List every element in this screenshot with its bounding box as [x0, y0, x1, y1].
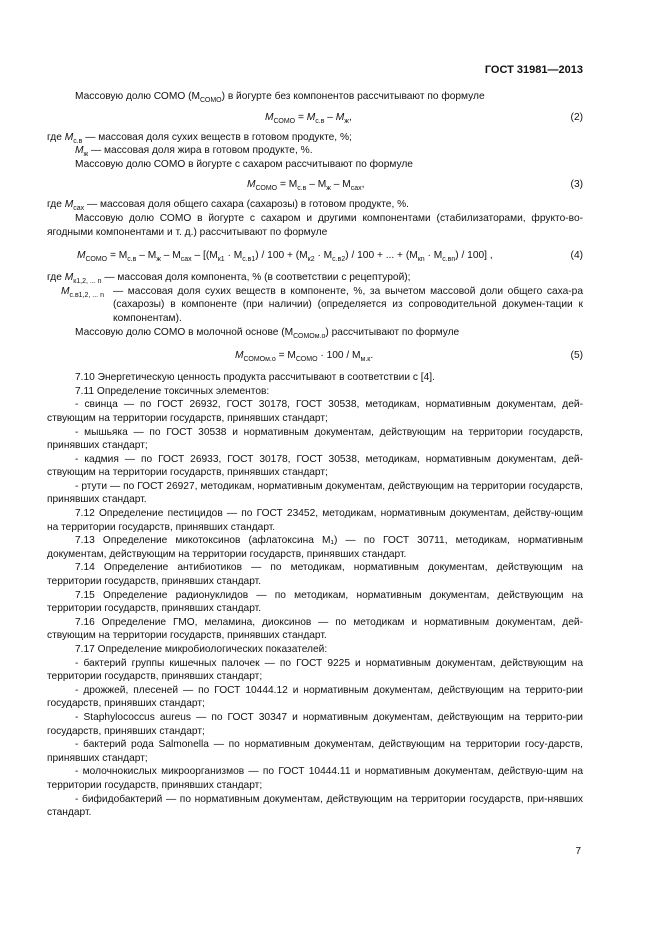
formula-2 — [47, 104, 583, 131]
paragraph: 7.16 Определение ГМО, меламина, диоксинов — по методикам и нормативным документам, дей-ствующим на территории государств, принявших стандарт. — [47, 616, 583, 642]
intro-paragraph-1: Массовую долю СОМО $(M_{СОМО})$ в йогурте без компонентов рассчитывают по формуле — [75, 91, 485, 105]
formula-5 — [47, 339, 583, 371]
definition-item-3: где $M_{сах}$ — массовая доля общего сахара (сахарозы) в готовом продукте, %. — [47, 199, 409, 213]
formula-2-expression: $M_{СОМО} = M_{с.в} - M_ж$, — [265, 111, 352, 125]
definition-item — [47, 285, 583, 326]
definition-text: — массовая доля сухих веществ в компоненте, %, за вычетом массовой доли общего саха-ра (сахарозы) в компоненте (при наличии) (определяется из сопроводительной докумен-тации к компонентам). — [113, 285, 583, 324]
definition-item: где $M_{к1,2, ... n}$ — массовая доля компонента, % (в соответствии с рецептурой); — [47, 272, 411, 286]
definition-list-2 — [47, 131, 583, 158]
intro-paragraph-5: Массовую долю СОМО в молочной основе $(M_{СОМОм.о})$ рассчитывают по формуле — [75, 326, 460, 340]
formula-5-number: (5) — [570, 350, 583, 362]
paragraph: - кадмия — по ГОСТ 26933, ГОСТ 30178, ГОСТ 30538, методикам, нормативным документам, дей-ствующим на территории государств, принявших стандарт; — [47, 453, 583, 479]
intro-paragraph-3: Массовую долю СОМО в йогурте с сахаром рассчитывают по формуле — [75, 158, 413, 170]
formula-4-number: (4) — [570, 250, 583, 262]
paragraph: 7.15 Определение радионуклидов — по методикам, нормативным документам, действующим на территории государств, принявших стандарт. — [47, 589, 583, 615]
paragraph: - свинца — по ГОСТ 26932, ГОСТ 30178, ГОСТ 30538, методикам, нормативным документам, дей-ствующим на территории государств, принявших стандарт; — [47, 399, 583, 424]
formula-3-expression: $M_{СОМО} = M_{с.в} - M_ж - M_{сах}$, — [247, 179, 365, 193]
definition-list-4 — [47, 271, 583, 325]
paragraph: - бифидобактерий — по нормативным документам, действующим на территории государств, при-нявших стандарт. — [47, 793, 583, 819]
formula-4 — [47, 239, 583, 271]
paragraph: 7.10 Энергетическую ценность продукта рассчитывают в соответствии с [4]. — [75, 372, 435, 384]
paragraph: - Staphylococcus aureus — по ГОСТ 30347 и нормативным документам, действующим на террито-рии государств, принявших стандарт; — [47, 711, 583, 737]
intro-paragraph-4: Массовую долю СОМО в йогурте с сахаром и другими компонентами (стабилизаторами, фрукто-во-ягодными компонентами и т. д.) рассчитывают по формуле — [47, 212, 583, 238]
paragraph: 7.12 Определение пестицидов — по ГОСТ 23452, методикам, нормативным документам, действу-ющим на территории государств, принявших стандарт. — [47, 508, 583, 533]
formula-4-expression: $M_{СОМО} = M_{с.в} - M_ж - M_{сах} - [(M_{к1} \cdot M_{с.в1}) / 100 + (M_{к2} \cdot M_{с.в2}) / 100$ + ... + $(M_{кn} \cdot M_{с.вn}) / 100$] , — [77, 250, 493, 264]
paragraph: 7.13 Определение микотоксинов (афлатоксина M₁) — по ГОСТ 30711, методикам, нормативным документам, действующим на территории государств, принявших стандарт. — [47, 535, 583, 560]
formula-2-number: (2) — [570, 111, 583, 123]
formula-5-expression: $M_{СОМОм.о} = M_{СОМО} \cdot 100 / M_{м.к}$. — [235, 350, 374, 364]
definition-item: $M_ж$ — массовая доля жира в готовом продукте, %. — [75, 145, 313, 159]
paragraph: - мышьяка — по ГОСТ 30538 и нормативным документам, действующим на территории государств, принявших стандарт; — [47, 426, 583, 452]
formula-3-number: (3) — [570, 179, 583, 191]
paragraph: - ртути — по ГОСТ 26927, методикам, нормативным документам, действующим на территории государств, принявших стандарт. — [47, 480, 583, 506]
page-number: 7 — [575, 846, 581, 857]
body-paragraphs — [47, 371, 583, 820]
paragraph: - бактерий рода Salmonella — по нормативным документам, действующим на территории госу-дарств, принявших стандарт; — [47, 739, 583, 764]
definition-item: где $M_{с.в}$ — массовая доля сухих веществ в готовом продукте, %; — [47, 131, 352, 145]
paragraph: - бактерий группы кишечных палочек — по ГОСТ 9225 и нормативным документам, действующим на территории государств, принявших стандарт; — [47, 657, 583, 683]
paragraph: 7.11 Определение токсичных элементов: — [75, 385, 270, 397]
paragraph: - дрожжей, плесеней — по ГОСТ 10444.12 и нормативным документам, действующим на террито-рии государств, принявших стандарт; — [47, 684, 583, 710]
page-content — [47, 90, 583, 820]
formula-3 — [47, 171, 583, 198]
paragraph: - молочнокислых микроорганизмов — по ГОСТ 10444.11 и нормативным документам, действую-щим на территории государств, принявших стандарт; — [47, 766, 583, 791]
definition-symbol: $M_{с.в1,2, ... n}$ — [61, 285, 104, 299]
document-header: ГОСТ 31981—2013 — [484, 64, 583, 76]
paragraph: 7.17 Определение микробиологических показателей: — [75, 644, 328, 655]
paragraph: 7.14 Определение антибиотиков — по методикам, нормативным документам, действующим на территории государств, принявших стандарт. — [47, 562, 583, 588]
